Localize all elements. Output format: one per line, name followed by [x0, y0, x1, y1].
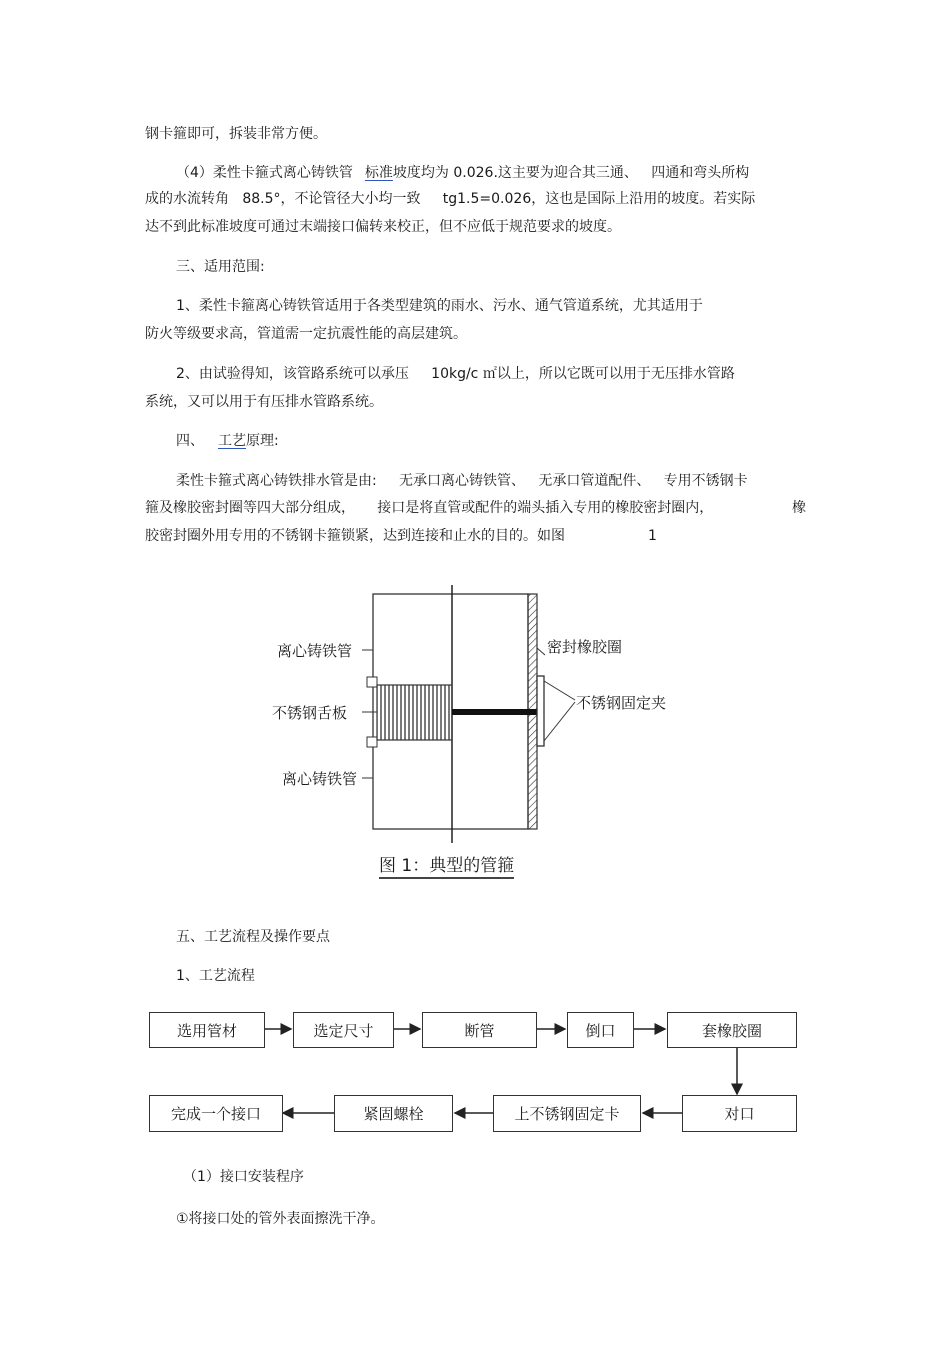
- flow-step-tighten-bolts: 紧固螺栓: [334, 1095, 453, 1132]
- text-span: 坡度均为 0.026.这主要为迎合其三通、 四通和弯头所构: [392, 165, 750, 181]
- label-pipe-top: 离心铸铁管: [277, 642, 353, 660]
- text-line: 防火等级要求高，管道需一定抗震性能的高层建筑。: [145, 326, 467, 342]
- figure-caption: 图 1：典型的管箍: [379, 851, 514, 879]
- label-clamp: 不锈钢固定夹: [576, 694, 667, 712]
- text-span: 四、: [176, 433, 204, 449]
- text-line: 橡: [792, 500, 806, 516]
- process-link[interactable]: 工艺: [218, 433, 246, 449]
- label-pipe-bottom: 离心铸铁管: [282, 770, 358, 788]
- paragraph-4-line2: 成的水流转角 88.5°，不论管径大小均一致 tg1.5=0.026，这也是国际上沿用的坡度。若实际: [145, 191, 756, 207]
- text-line: 2、由试验得知，该管路系统可以承压 10kg/c ㎡以上，所以它既可以用于无压排水管路: [176, 366, 735, 382]
- paragraph-4-line3: 达不到此标准坡度可通过末端接口偏转来校正，但不应低于规范要求的坡度。: [145, 219, 621, 235]
- text-span: （4）柔性卡箍式离心铸铁管: [176, 165, 353, 181]
- text-line: ①将接口处的管外表面擦洗干净。: [176, 1211, 385, 1227]
- text-line: 箍及橡胶密封圈等四大部分组成， 接口是将直管或配件的端头插入专用的橡胶密封圈内，: [145, 500, 714, 516]
- flow-step-chamfer: 倒口: [567, 1012, 634, 1048]
- section-5-title: 五、工艺流程及操作要点: [176, 929, 330, 945]
- text-line: 系统，又可以用于有压排水管路系统。: [145, 394, 383, 410]
- flow-step-install-clamp: 上不锈钢固定卡: [493, 1095, 641, 1132]
- flow-step-cut-pipe: 断管: [422, 1012, 537, 1048]
- flow-step-select-pipe: 选用管材: [149, 1012, 265, 1048]
- text-line: 柔性卡箍式离心铸铁排水管是由: 无承口离心铸铁管、 无承口管道配件、 专用不锈钢卡: [176, 473, 748, 489]
- text-line: 1、柔性卡箍离心铸铁管适用于各类型建筑的雨水、污水、通气管道系统，尤其适用于: [176, 298, 703, 314]
- text-line: 1、工艺流程: [176, 968, 255, 984]
- label-seal-ring: 密封橡胶圈: [547, 638, 623, 656]
- flow-step-complete-joint: 完成一个接口: [149, 1095, 283, 1132]
- text-span: 原理:: [246, 433, 279, 449]
- standard-link[interactable]: 标准: [364, 165, 393, 181]
- subsection-title: （1）接口安装程序: [183, 1169, 304, 1185]
- text-line: 钢卡箍即可，拆装非常方便。: [145, 126, 327, 142]
- figure-ref-number: 1: [648, 528, 657, 544]
- text-line: 胶密封圈外用专用的不锈钢卡箍锁紧，达到连接和止水的目的。如图: [145, 528, 565, 544]
- flow-step-align-joint: 对口: [682, 1095, 797, 1132]
- flow-step-fit-rubber-ring: 套橡胶圈: [667, 1012, 797, 1048]
- flow-step-select-size: 选定尺寸: [293, 1012, 394, 1048]
- label-tongue-plate: 不锈钢舌板: [272, 704, 348, 722]
- section-3-title: 三、适用范围:: [176, 259, 265, 275]
